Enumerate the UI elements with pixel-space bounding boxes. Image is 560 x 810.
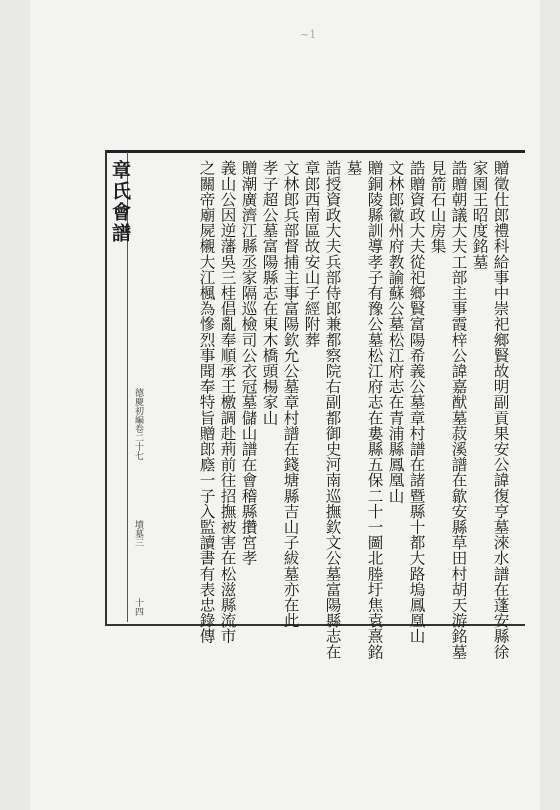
text-column-2: 家園王昭度銘墓 — [470, 160, 489, 270]
text-column-12: 孝子超公墓富陽縣志在東木橋頭楊家山 — [260, 160, 279, 426]
text-column-9: 誥授資政大夫兵部侍郎兼都察院右副都御史河南巡撫欽文公墓富陽縣志在 — [323, 160, 342, 660]
edition-label: 德慶初編卷二十七 — [133, 388, 143, 460]
text-column-15: 之關帝廟屍櫬大江楓為慘烈事聞奉特旨贈郎廕一子入監讀書有表忠錄傳 — [197, 160, 216, 644]
text-column-3: 誥贈朝議大夫工部主事霞梓公諱嘉猷墓菽溪譜在歙安縣草田村胡天游銘墓 — [449, 160, 468, 660]
text-column-4: 見箭石山房集 — [428, 160, 447, 254]
text-column-10: 章郎西南區故安山子經附葬 — [302, 160, 321, 348]
page-mark: ~1 — [300, 28, 317, 41]
text-column-11: 文林郎兵部督捕主事富陽欽允公墓章村譜在錢塘縣吉山子紱墓亦在此 — [281, 160, 300, 628]
text-column-5: 誥贈資政大夫從祀鄉賢富陽希義公墓章村譜在諸暨縣十都大路塢鳳凰山 — [407, 160, 426, 644]
scanned-page — [30, 0, 540, 810]
text-column-7: 贈銅陵縣訓導孝子有豫公墓松江府志在婁縣五保二十一圖北塍圩焦袁熹銘 — [365, 160, 384, 660]
book-title: 章氏會譜 — [109, 160, 131, 244]
volume-label: 墳墓三 — [133, 520, 143, 547]
page-number: 十四 — [133, 598, 143, 616]
text-column-1: 贈徵仕郎禮科給事中崇祀鄉賢故明副貢果安公諱復亨墓淶水譜在蓬安縣徐 — [491, 160, 510, 660]
text-column-8: 墓 — [344, 160, 363, 176]
top-border-rule — [105, 150, 525, 153]
text-column-6: 文林郎徽州府教諭蘇公墓松江府志在青浦縣鳳凰山 — [386, 160, 405, 504]
text-column-14: 義山公因逆藩吳三桂倡亂奉順承王檄調赴荊前往招撫被害在松滋縣流市 — [218, 160, 237, 644]
text-column-13: 贈潮廣濟江縣丞家隔巡檢司公衣冠墓儲山譜在會稽縣攢宮孝 — [239, 160, 258, 566]
